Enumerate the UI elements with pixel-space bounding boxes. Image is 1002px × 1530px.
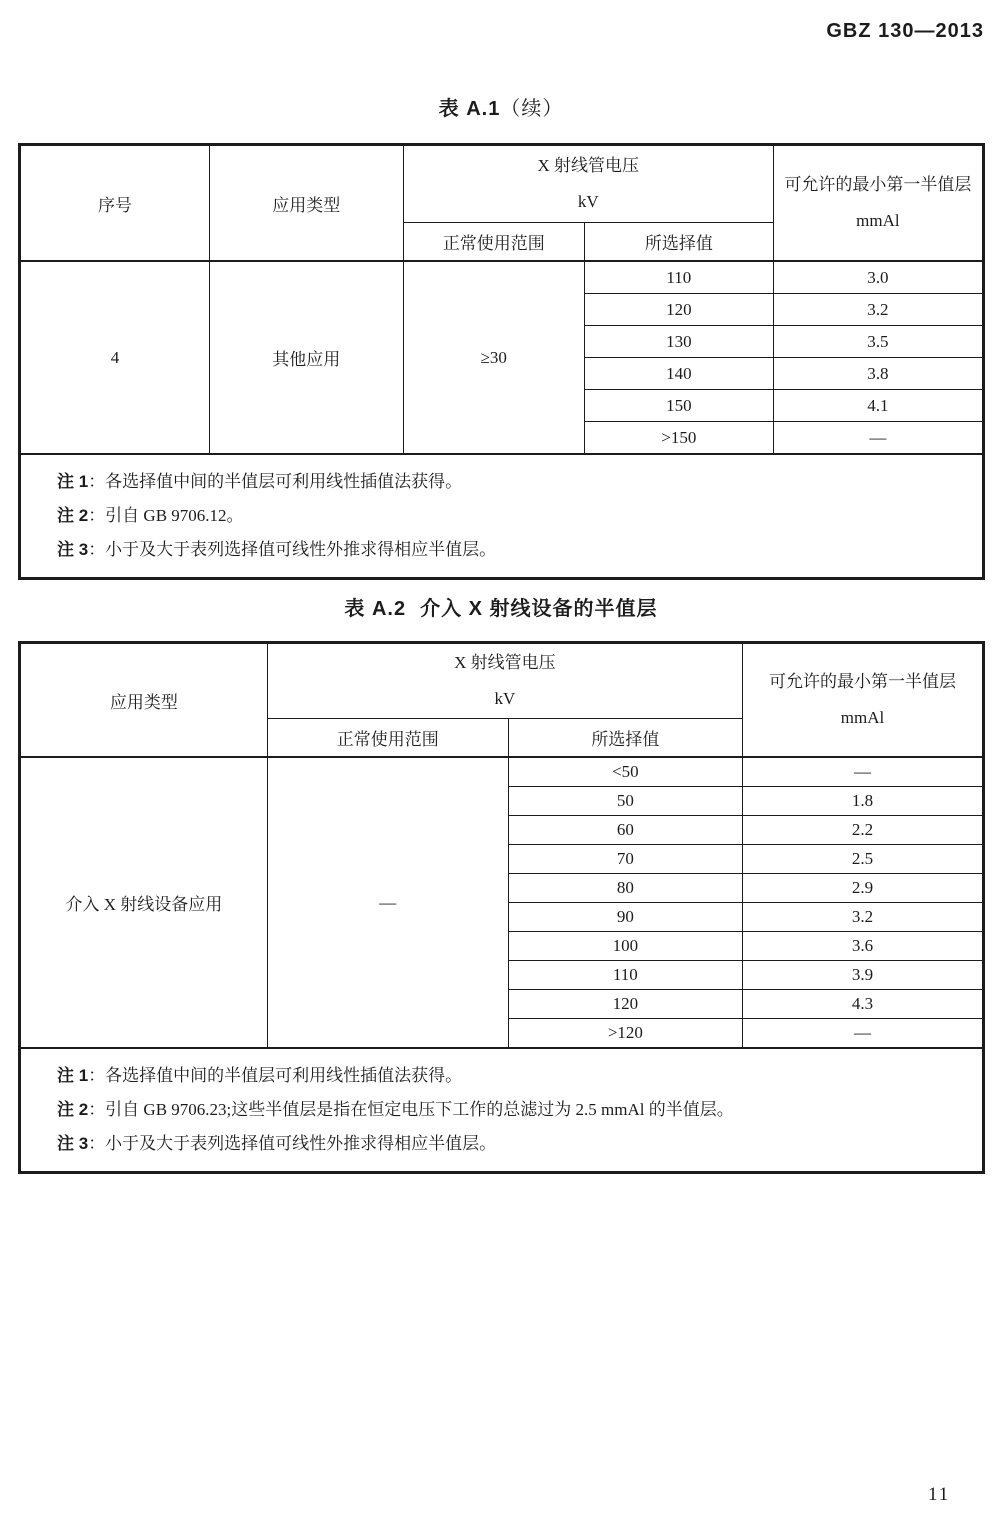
notes-cell [20, 1048, 984, 1173]
hvl-cell: 3.2 [742, 903, 983, 932]
hvl-cell: 2.2 [742, 816, 983, 845]
kv-cell: 110 [508, 961, 742, 990]
notes-row [20, 1048, 984, 1173]
hvl-header-line1: 可允许的最小第一半值层 [768, 672, 956, 691]
col-header-voltage [267, 643, 742, 719]
table-a2-notes [20, 1048, 984, 1173]
voltage-header-line2: kV [494, 689, 516, 708]
hvl-cell: 4.1 [773, 390, 983, 422]
kv-cell: 50 [508, 787, 742, 816]
table-a1-title-label: 表 A.1 [438, 98, 501, 120]
table-row [20, 261, 984, 294]
standard-code: GBZ 130—2013 [826, 20, 984, 42]
col-header-normal-range: 正常使用范围 [267, 719, 508, 758]
col-header-index: 序号 [20, 145, 210, 262]
hvl-cell: 3.6 [742, 932, 983, 961]
table-a2-title-name: 介入 X 射线设备的半值层 [420, 598, 658, 620]
hvl-cell: — [742, 1019, 983, 1049]
kv-cell: 80 [508, 874, 742, 903]
hvl-cell: 3.2 [773, 294, 983, 326]
voltage-header-line2: kV [577, 192, 599, 211]
col-header-app-type: 应用类型 [20, 643, 268, 758]
table-a1-title [0, 92, 1002, 121]
table-a1-header-row-1 [20, 145, 984, 223]
page-number: 11 [928, 1484, 951, 1505]
note-line [57, 1059, 964, 1093]
table-row [20, 757, 984, 787]
group-app-type-cell: 其他应用 [209, 261, 403, 454]
hvl-cell: 2.9 [742, 874, 983, 903]
note-label: 注 3 [57, 1134, 89, 1153]
group-app-type-cell: 介入 X 射线设备应用 [20, 757, 268, 1048]
hvl-header-line2: mmAl [856, 211, 900, 230]
group-index-cell: 4 [20, 261, 210, 454]
table-a1-title-suffix: （续） [500, 98, 564, 120]
voltage-header-line1: X 射线管电压 [537, 156, 639, 175]
col-header-voltage [403, 145, 773, 223]
group-normal-range-cell: ≥30 [403, 261, 584, 454]
hvl-cell: 3.9 [742, 961, 983, 990]
kv-cell: 70 [508, 845, 742, 874]
kv-cell: 130 [584, 326, 773, 358]
table-a2-title-label: 表 A.2 [344, 598, 407, 620]
hvl-cell: — [773, 422, 983, 455]
note-label: 注 1 [57, 472, 89, 491]
table-a2-header-row-1 [20, 643, 984, 719]
col-header-app-type: 应用类型 [209, 145, 403, 262]
table-a2-title [0, 592, 1002, 621]
hvl-header-line1: 可允许的最小第一半值层 [784, 175, 972, 194]
col-header-selected-value: 所选择值 [508, 719, 742, 758]
note-line [57, 1127, 964, 1161]
kv-cell: 90 [508, 903, 742, 932]
note-line [57, 499, 964, 533]
note-label: 注 1 [57, 1066, 89, 1085]
hvl-cell: 4.3 [742, 990, 983, 1019]
hvl-cell: 2.5 [742, 845, 983, 874]
note-line [57, 533, 964, 567]
group-normal-range-cell: — [267, 757, 508, 1048]
kv-cell: 140 [584, 358, 773, 390]
notes-cell [20, 454, 984, 579]
note-text: ：各选择值中间的半值层可利用线性插值法获得。 [88, 1066, 463, 1085]
kv-cell: <50 [508, 757, 742, 787]
kv-cell: 100 [508, 932, 742, 961]
table-a2 [18, 641, 985, 1174]
table-a2-body [20, 757, 984, 1048]
hvl-cell: 3.0 [773, 261, 983, 294]
table-a1-header [20, 145, 984, 262]
notes-row [20, 454, 984, 579]
kv-cell: >120 [508, 1019, 742, 1049]
note-text: ：引自 GB 9706.23;这些半值层是指在恒定电压下工作的总滤过为 2.5 mmAl 的半值层。 [88, 1100, 734, 1119]
kv-cell: 150 [584, 390, 773, 422]
hvl-cell: 3.8 [773, 358, 983, 390]
hvl-cell: 3.5 [773, 326, 983, 358]
note-text: ：引自 GB 9706.12。 [88, 506, 244, 525]
table-a1-notes [20, 454, 984, 579]
table-a1-body [20, 261, 984, 454]
col-header-normal-range: 正常使用范围 [403, 223, 584, 262]
note-text: ：小于及大于表列选择值可线性外推求得相应半值层。 [88, 540, 497, 559]
hvl-cell: — [742, 757, 983, 787]
table-a2-header [20, 643, 984, 758]
note-label: 注 3 [57, 540, 89, 559]
note-label: 注 2 [57, 506, 89, 525]
note-label: 注 2 [57, 1100, 89, 1119]
kv-cell: 60 [508, 816, 742, 845]
note-line [57, 465, 964, 499]
hvl-cell: 1.8 [742, 787, 983, 816]
note-text: ：小于及大于表列选择值可线性外推求得相应半值层。 [88, 1134, 497, 1153]
kv-cell: 110 [584, 261, 773, 294]
kv-cell: 120 [508, 990, 742, 1019]
col-header-hvl [742, 643, 983, 758]
table-a1 [18, 143, 985, 580]
hvl-header-line2: mmAl [840, 708, 885, 727]
col-header-hvl [773, 145, 983, 262]
kv-cell: >150 [584, 422, 773, 455]
voltage-header-line1: X 射线管电压 [454, 653, 556, 672]
note-text: ：各选择值中间的半值层可利用线性插值法获得。 [88, 472, 463, 491]
note-line [57, 1093, 964, 1127]
col-header-selected-value: 所选择值 [584, 223, 773, 262]
kv-cell: 120 [584, 294, 773, 326]
